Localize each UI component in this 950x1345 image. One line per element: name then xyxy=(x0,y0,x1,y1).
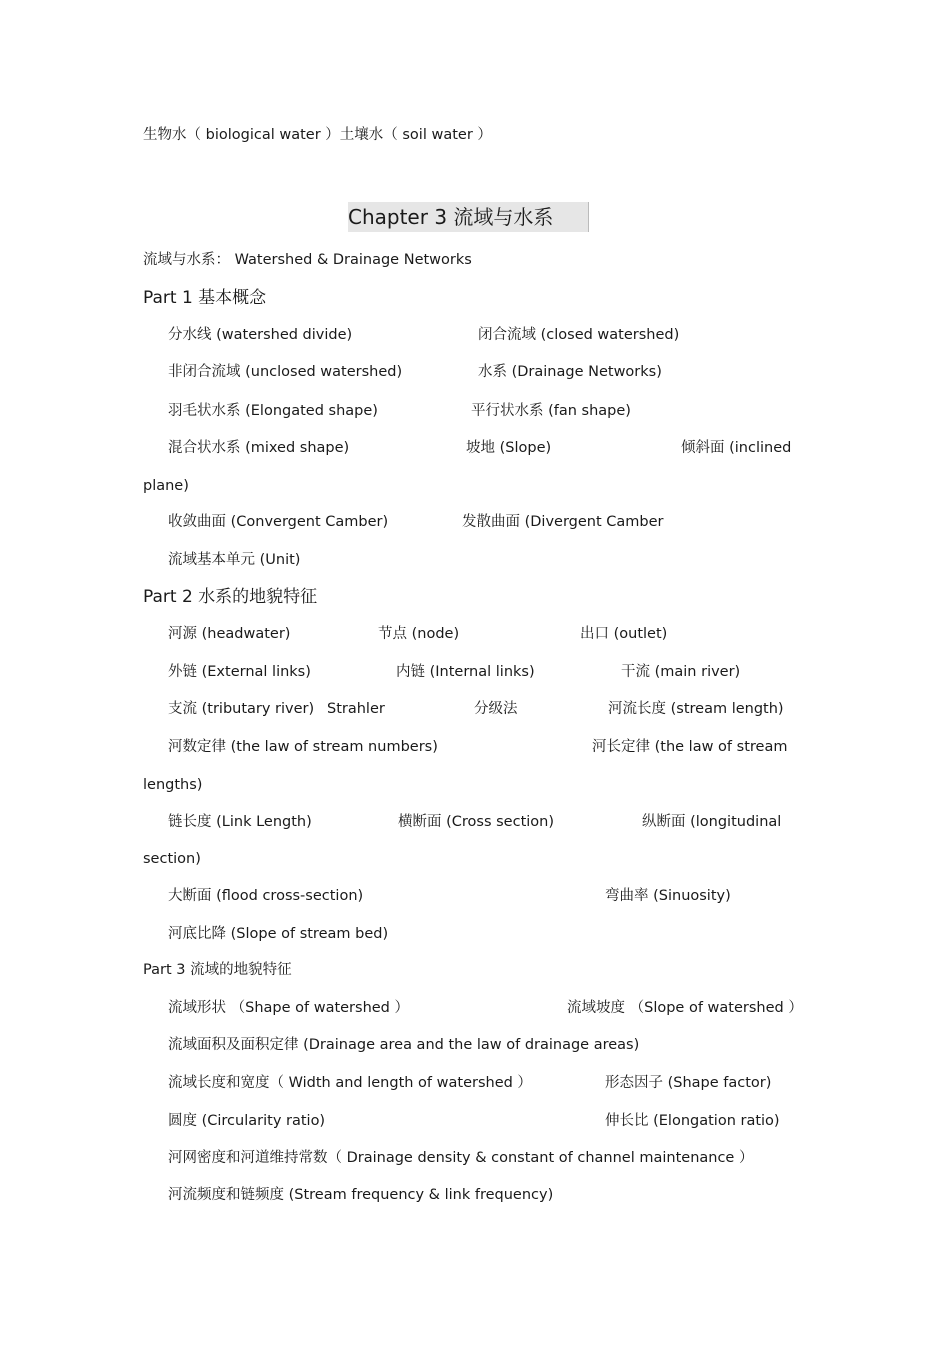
term-item: 河底比降 (Slope of stream bed) xyxy=(168,926,389,942)
term-item-continued: section) xyxy=(143,851,201,867)
term-item: 出口 (outlet) xyxy=(580,626,668,642)
term-item: 链长度 (Link Length) xyxy=(168,814,312,830)
term-item: 河网密度和河道维持常数（ Drainage density & constant of channel maintenance ） xyxy=(168,1150,754,1166)
term-item: 河长定律 (the law of stream xyxy=(592,739,788,755)
term-item: 流域面积及面积定律 (Drainage area and the law of drainage areas) xyxy=(168,1037,640,1053)
term-item: 分水线 (watershed divide) xyxy=(168,327,353,343)
term-item: 弯曲率 (Sinuosity) xyxy=(605,888,731,904)
term-item: 流域长度和宽度（ Width and length of watershed ） xyxy=(168,1075,532,1091)
term-item: 发散曲面 (Divergent Camber xyxy=(462,514,664,530)
text-line-bio-soil-water: 生物水（ biological water ）土壤水（ soil water ） xyxy=(143,127,492,143)
chapter-heading xyxy=(348,202,589,232)
term-item: 河数定律 (the law of stream numbers) xyxy=(168,739,438,755)
term-item: 河源 (headwater) xyxy=(168,626,291,642)
term-item: 混合状水系 (mixed shape) xyxy=(168,440,350,456)
term-item: 大断面 (flood cross-section) xyxy=(168,888,364,904)
term-item: 节点 (node) xyxy=(378,626,460,642)
term-item: 河流长度 (stream length) xyxy=(608,701,784,717)
term-item: 收敛曲面 (Convergent Camber) xyxy=(168,514,389,530)
term-item: 倾斜面 (inclined xyxy=(681,440,792,456)
term-item: 平行状水系 (fan shape) xyxy=(471,403,631,419)
term-item: 闭合流域 (closed watershed) xyxy=(478,327,680,343)
term-item: 圆度 (Circularity ratio) xyxy=(168,1113,326,1129)
term-item: 干流 (main river) xyxy=(621,664,741,680)
part3-title: Part 3 流域的地貌特征 xyxy=(143,962,292,978)
term-item: 流域形状 （Shape of watershed ） xyxy=(168,1000,409,1016)
term-item: 非闭合流域 (unclosed watershed) xyxy=(168,364,403,380)
term-item: 分级法 xyxy=(474,701,518,717)
term-item: 河流频度和链频度 (Stream frequency & link frequency) xyxy=(168,1187,554,1203)
term-item: 横断面 (Cross section) xyxy=(398,814,555,830)
section-subtitle: 流域与水系： Watershed & Drainage Networks xyxy=(143,252,472,268)
term-item: Strahler xyxy=(327,701,385,717)
term-item: 流域坡度 （Slope of watershed ） xyxy=(567,1000,803,1016)
term-item-continued: plane) xyxy=(143,478,189,494)
term-item: 伸长比 (Elongation ratio) xyxy=(605,1113,780,1129)
term-item: 内链 (Internal links) xyxy=(396,664,535,680)
part1-title: Part 1 基本概念 xyxy=(143,288,267,308)
term-item: 水系 (Drainage Networks) xyxy=(478,364,662,380)
chapter-title: Chapter 3 流域与水系 xyxy=(348,205,554,229)
term-item: 支流 (tributary river) xyxy=(168,701,315,717)
term-item: 外链 (External links) xyxy=(168,664,311,680)
term-item: 羽毛状水系 (Elongated shape) xyxy=(168,403,378,419)
term-item: 坡地 (Slope) xyxy=(466,440,552,456)
term-item-continued: lengths) xyxy=(143,777,203,793)
term-item: 纵断面 (longitudinal xyxy=(642,814,782,830)
part2-title: Part 2 水系的地貌特征 xyxy=(143,587,318,607)
term-item: 流域基本单元 (Unit) xyxy=(168,552,301,568)
term-item: 形态因子 (Shape factor) xyxy=(605,1075,772,1091)
